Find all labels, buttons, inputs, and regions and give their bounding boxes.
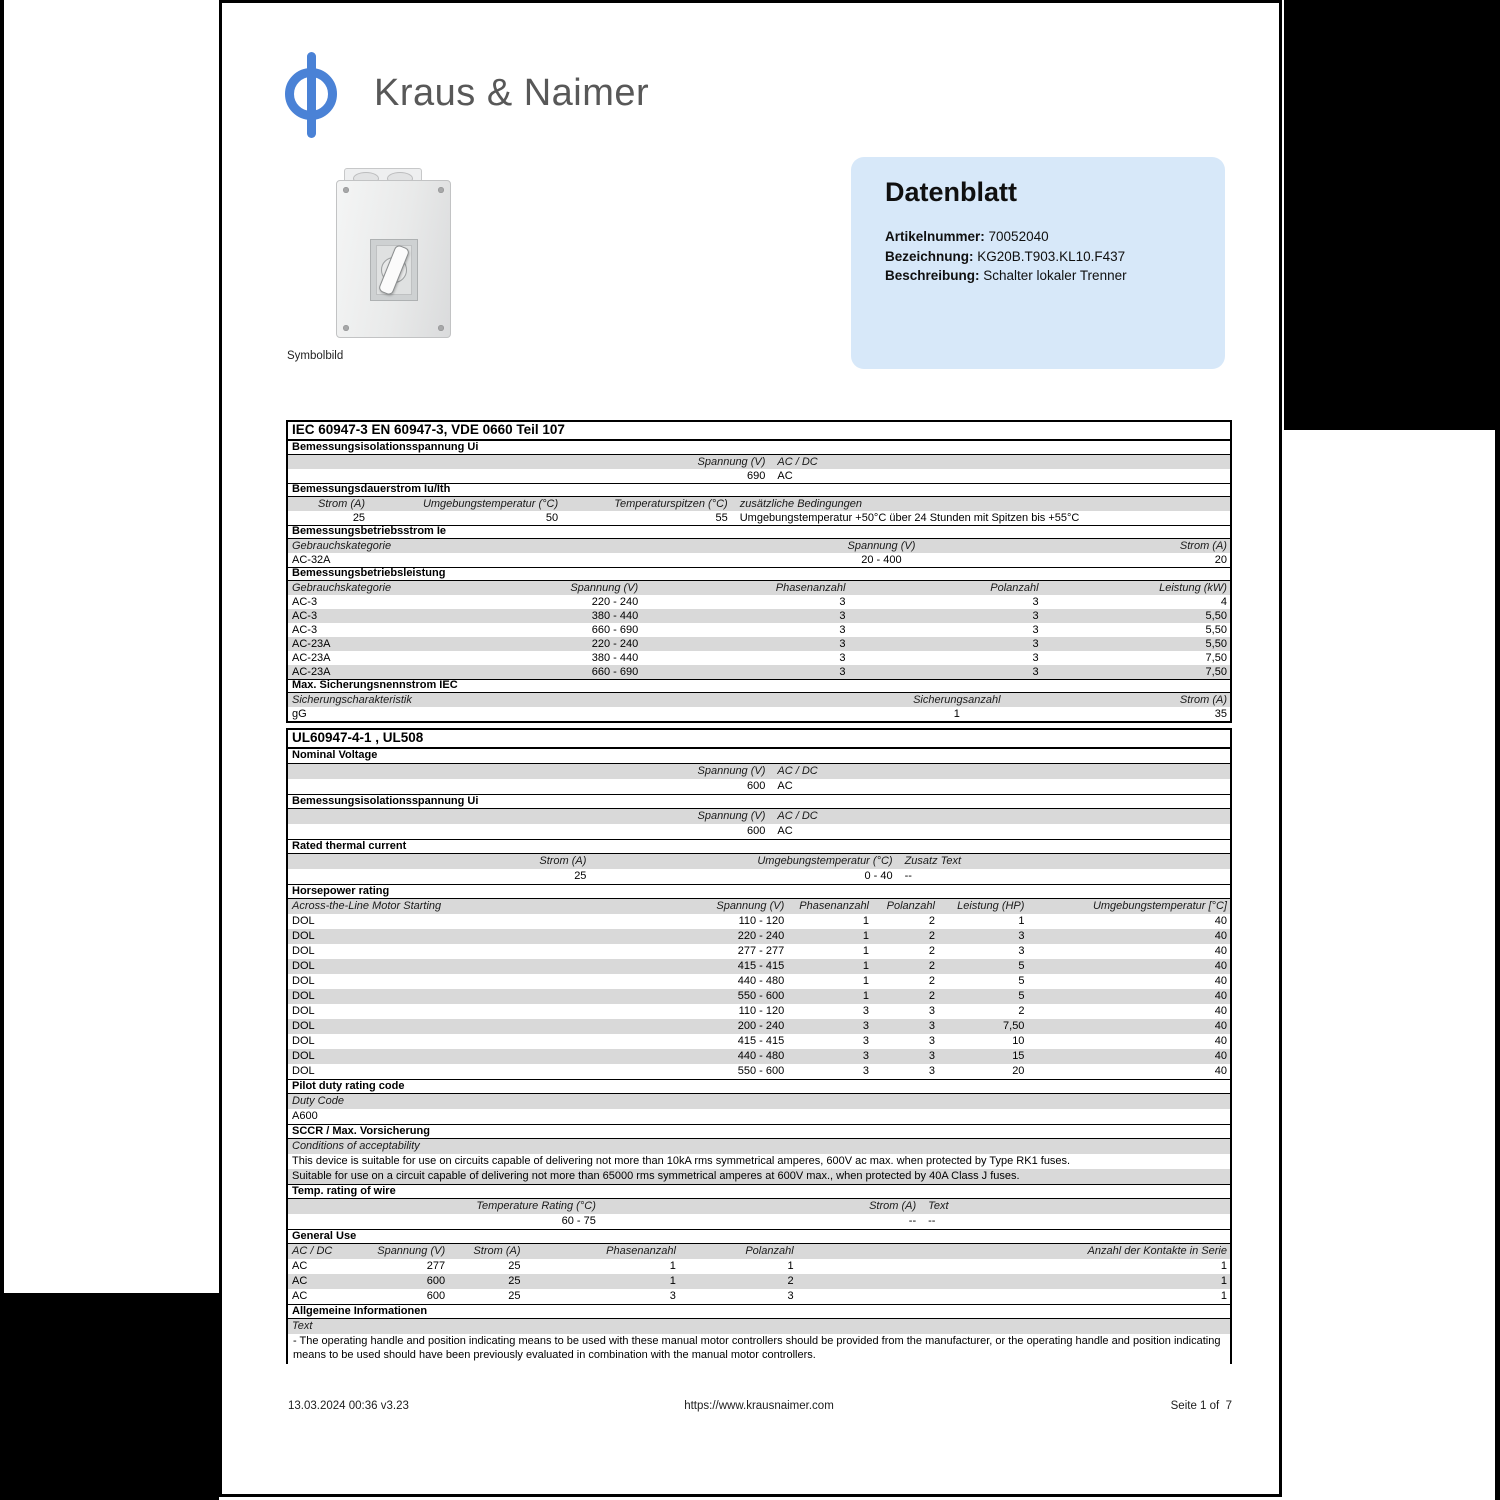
cell: 3 bbox=[862, 1005, 870, 1017]
table-row bbox=[288, 1019, 1230, 1034]
product-image-caption: Symbolbild bbox=[287, 350, 344, 362]
cell: 5 bbox=[1018, 975, 1025, 987]
cell: AC-3 bbox=[292, 610, 318, 622]
cell: 415 - 415 bbox=[737, 960, 785, 972]
cell: Sicherungscharakteristik bbox=[292, 694, 412, 706]
cell: 1 bbox=[953, 708, 960, 720]
cell: Spannung (V) bbox=[847, 540, 916, 552]
info-field: Artikelnummer: 70052040 bbox=[885, 229, 1049, 244]
group-header: SCCR / Max. Vorsicherung bbox=[288, 1124, 1230, 1139]
info-field: Beschreibung: Schalter lokaler Trenner bbox=[885, 268, 1127, 283]
cell: 3 bbox=[839, 596, 846, 608]
cell: Spannung (V) bbox=[716, 900, 785, 912]
cell: 4 bbox=[1220, 596, 1227, 608]
cell: Strom (A) bbox=[1179, 540, 1227, 552]
column-header-row bbox=[288, 854, 1230, 869]
cell: DOL bbox=[292, 915, 315, 927]
screw bbox=[343, 187, 349, 193]
cell: 3 bbox=[839, 624, 846, 636]
cell: AC-3 bbox=[292, 624, 318, 636]
cell: AC / DC bbox=[777, 456, 818, 468]
cell: Spannung (V) bbox=[570, 582, 639, 594]
cell: 3 bbox=[839, 638, 846, 650]
cell: 25 bbox=[352, 512, 366, 524]
column-header-row bbox=[288, 1139, 1230, 1154]
datasheet-page bbox=[219, 0, 1282, 1497]
cell: 380 - 440 bbox=[591, 610, 639, 622]
table-row bbox=[288, 595, 1230, 609]
cell: 7,50 bbox=[1003, 1020, 1025, 1032]
column-header-row bbox=[288, 539, 1230, 553]
cell: 10 bbox=[1012, 1035, 1025, 1047]
table-row bbox=[288, 1289, 1230, 1304]
cell: 15 bbox=[1012, 1050, 1025, 1062]
background-corner-bottom-left bbox=[0, 1293, 219, 1500]
table-row bbox=[288, 1274, 1230, 1289]
cell: 600 bbox=[747, 825, 766, 837]
cell: 440 - 480 bbox=[737, 975, 785, 987]
cell: 600 bbox=[747, 780, 766, 792]
cell: 3 bbox=[862, 1020, 870, 1032]
cell: 550 - 600 bbox=[737, 990, 785, 1002]
cell: 50 bbox=[545, 512, 559, 524]
spec-tables bbox=[286, 420, 1232, 1364]
cell: Temperature Rating (°C) bbox=[476, 1200, 596, 1212]
cell: 60 - 75 bbox=[561, 1215, 596, 1227]
table-row bbox=[288, 1064, 1230, 1079]
cell: Polanzahl bbox=[886, 900, 935, 912]
cell: AC-23A bbox=[292, 638, 331, 650]
table-row bbox=[288, 929, 1230, 944]
cell: AC bbox=[777, 470, 793, 482]
column-header-row bbox=[288, 899, 1230, 914]
cell: 660 - 690 bbox=[591, 666, 639, 678]
table-row bbox=[288, 1109, 1230, 1124]
cell: 3 bbox=[1032, 624, 1039, 636]
cell: 1 bbox=[1220, 1290, 1227, 1302]
section-title: UL60947-4-1 , UL508 bbox=[288, 730, 1230, 749]
group-header: Temp. rating of wire bbox=[288, 1184, 1230, 1199]
cell: 40 bbox=[1214, 1065, 1227, 1077]
cell: AC-23A bbox=[292, 666, 331, 678]
cell: 40 bbox=[1214, 1005, 1227, 1017]
cell: Spannung (V) bbox=[697, 810, 766, 822]
cell: Strom (A) bbox=[318, 498, 366, 510]
cell: AC-32A bbox=[292, 554, 331, 566]
cell: 40 bbox=[1214, 915, 1227, 927]
group-header: Rated thermal current bbox=[288, 839, 1230, 854]
cell: Spannung (V) bbox=[377, 1245, 446, 1257]
cell: 3 bbox=[1032, 610, 1039, 622]
cell: 3 bbox=[839, 666, 846, 678]
cell: 3 bbox=[1032, 596, 1039, 608]
cell: Leistung (HP) bbox=[957, 900, 1025, 912]
cell: 110 - 120 bbox=[738, 1005, 785, 1017]
cell: AC bbox=[777, 780, 793, 792]
cell: A600 bbox=[292, 1110, 318, 1122]
column-header-row bbox=[288, 1199, 1230, 1214]
cell: 3 bbox=[1032, 652, 1039, 664]
cell: DOL bbox=[292, 975, 315, 987]
column-header-row bbox=[288, 455, 1230, 469]
cell: 2 bbox=[928, 960, 935, 972]
phi-logo-icon bbox=[284, 52, 338, 138]
cell: -- bbox=[904, 870, 912, 882]
cell: 3 bbox=[787, 1290, 794, 1302]
cell: DOL bbox=[292, 930, 315, 942]
cell: 2 bbox=[928, 990, 935, 1002]
cell: 5,50 bbox=[1205, 624, 1227, 636]
brand-logo bbox=[284, 52, 650, 140]
cell: Phasenanzahl bbox=[799, 900, 870, 912]
table-row bbox=[288, 637, 1230, 651]
cell: 40 bbox=[1214, 1020, 1227, 1032]
cell: 3 bbox=[862, 1050, 870, 1062]
table-row bbox=[288, 869, 1230, 884]
cell: 3 bbox=[1032, 638, 1039, 650]
cell: AC-3 bbox=[292, 596, 318, 608]
cell: AC bbox=[777, 825, 793, 837]
cell: 1 bbox=[862, 975, 870, 987]
cell: Strom (A) bbox=[869, 1200, 917, 1212]
table-row bbox=[288, 469, 1230, 483]
cell: Leistung (kW) bbox=[1159, 582, 1227, 594]
enclosure-front-face bbox=[336, 180, 451, 338]
screw bbox=[343, 325, 349, 331]
cell: zusätzliche Bedingungen bbox=[739, 498, 863, 510]
cell: 2 bbox=[928, 930, 935, 942]
cell: 40 bbox=[1214, 1035, 1227, 1047]
column-header-row bbox=[288, 1094, 1230, 1109]
cell: 40 bbox=[1214, 960, 1227, 972]
column-header-row bbox=[288, 693, 1230, 707]
cell: 3 bbox=[862, 1065, 870, 1077]
table-row bbox=[288, 1049, 1230, 1064]
cell: DOL bbox=[292, 945, 315, 957]
cell: 55 bbox=[715, 512, 728, 524]
cell: 5,50 bbox=[1205, 638, 1227, 650]
cell: 25 bbox=[574, 870, 587, 882]
cell: 440 - 480 bbox=[737, 1050, 785, 1062]
cell: 1 bbox=[1018, 915, 1025, 927]
table-row bbox=[288, 623, 1230, 637]
cell: 35 bbox=[1214, 708, 1227, 720]
cell: AC bbox=[292, 1260, 308, 1272]
cell: 220 - 240 bbox=[737, 930, 785, 942]
group-header: Bemessungsisolationsspannung Ui bbox=[288, 794, 1230, 809]
cell: 7,50 bbox=[1205, 652, 1227, 664]
cell: Polanzahl bbox=[990, 582, 1039, 594]
cell: 20 bbox=[1012, 1065, 1025, 1077]
page-footer bbox=[286, 1400, 1232, 1416]
cell: 690 bbox=[747, 470, 766, 482]
cell: Gebrauchskategorie bbox=[292, 582, 392, 594]
table-row bbox=[288, 914, 1230, 929]
background-edge-left bbox=[0, 0, 4, 1500]
cell: 40 bbox=[1214, 1050, 1227, 1062]
info-fields bbox=[885, 227, 1127, 286]
cell: gG bbox=[292, 708, 307, 720]
table-row bbox=[288, 1154, 1230, 1169]
section-title: IEC 60947-3 EN 60947-3, VDE 0660 Teil 107 bbox=[288, 422, 1230, 441]
group-header: Max. Sicherungsnennstrom IEC bbox=[288, 679, 1230, 693]
info-field: Bezeichnung: KG20B.T903.KL10.F437 bbox=[885, 248, 1126, 264]
cell: 1 bbox=[1220, 1275, 1227, 1287]
table-row bbox=[288, 553, 1230, 567]
cell: 5 bbox=[1018, 960, 1025, 972]
table-row bbox=[288, 651, 1230, 665]
table-row bbox=[288, 707, 1230, 721]
cell: 2 bbox=[1018, 1005, 1025, 1017]
cell: 1 bbox=[862, 945, 870, 957]
group-header: Bemessungsbetriebsstrom Ie bbox=[288, 525, 1230, 539]
cell: -- bbox=[928, 1215, 936, 1227]
cell: AC / DC bbox=[292, 1245, 333, 1257]
cell: 5,50 bbox=[1205, 610, 1227, 622]
cell: Text bbox=[928, 1200, 949, 1212]
cell: 3 bbox=[928, 1020, 935, 1032]
section-ul bbox=[286, 728, 1232, 1364]
screw bbox=[438, 187, 444, 193]
cell: 200 - 240 bbox=[737, 1020, 785, 1032]
brand-name: Kraus & Naimer bbox=[374, 72, 650, 114]
group-header: Bemessungsdauerstrom Iu/Ith bbox=[288, 483, 1230, 497]
screw bbox=[438, 325, 444, 331]
group-header: Nominal Voltage bbox=[288, 749, 1230, 764]
group-header: General Use bbox=[288, 1229, 1230, 1244]
cell: Gebrauchskategorie bbox=[292, 540, 392, 552]
cell: 110 - 120 bbox=[738, 915, 785, 927]
cell: 3 bbox=[862, 1035, 870, 1047]
cell: AC bbox=[292, 1275, 308, 1287]
cell: Phasenanzahl bbox=[775, 582, 846, 594]
table-row bbox=[288, 1004, 1230, 1019]
cell: AC-23A bbox=[292, 652, 331, 664]
cell: 3 bbox=[669, 1290, 676, 1302]
cell: DOL bbox=[292, 990, 315, 1002]
cell: Umgebungstemperatur [°C] bbox=[1092, 900, 1227, 912]
column-header-row bbox=[288, 1319, 1230, 1334]
cell: 2 bbox=[928, 975, 935, 987]
cell: AC bbox=[292, 1290, 308, 1302]
cell: 25 bbox=[508, 1275, 521, 1287]
cell: Anzahl der Kontakte in Serie bbox=[1087, 1245, 1227, 1257]
cell: Zusatz Text bbox=[904, 855, 962, 867]
table-row bbox=[288, 944, 1230, 959]
cell: 3 bbox=[928, 1065, 935, 1077]
column-header-row bbox=[288, 497, 1230, 511]
cell: 40 bbox=[1214, 990, 1227, 1002]
cell: 1 bbox=[787, 1260, 794, 1272]
cell: 1 bbox=[862, 915, 870, 927]
cell: Polanzahl bbox=[745, 1245, 794, 1257]
table-row bbox=[288, 824, 1230, 839]
cell: DOL bbox=[292, 960, 315, 972]
section-iec bbox=[286, 420, 1232, 723]
cell: 220 - 240 bbox=[591, 638, 639, 650]
column-header-row bbox=[288, 809, 1230, 824]
cell: 25 bbox=[508, 1260, 521, 1272]
info-panel bbox=[851, 157, 1225, 369]
cell: 220 - 240 bbox=[591, 596, 639, 608]
table-row bbox=[288, 609, 1230, 623]
cell: 1 bbox=[862, 930, 870, 942]
cell: 1 bbox=[862, 960, 870, 972]
cell: Spannung (V) bbox=[697, 765, 766, 777]
cell: 3 bbox=[1018, 945, 1025, 957]
cell: 550 - 600 bbox=[737, 1065, 785, 1077]
cell: 40 bbox=[1214, 930, 1227, 942]
cell: 3 bbox=[839, 610, 846, 622]
cell: DOL bbox=[292, 1065, 315, 1077]
group-header: Horsepower rating bbox=[288, 884, 1230, 899]
cell: 3 bbox=[928, 1035, 935, 1047]
cell: Suitable for use on a circuit capable of delivering not more than 65000 rms symmetrical amperes at 600V max., when protected by 40A Class J fuses. bbox=[292, 1170, 1020, 1182]
product-image bbox=[330, 166, 457, 340]
table-row bbox=[288, 974, 1230, 989]
cell: Umgebungstemperatur (°C) bbox=[757, 855, 893, 867]
table-row bbox=[288, 1259, 1230, 1274]
cell: 2 bbox=[928, 915, 935, 927]
cell: Phasenanzahl bbox=[606, 1245, 676, 1257]
table-row bbox=[288, 1034, 1230, 1049]
group-header: Allgemeine Informationen bbox=[288, 1304, 1230, 1319]
column-header-row bbox=[288, 764, 1230, 779]
footer-timestamp: 13.03.2024 00:36 v3.23 bbox=[288, 1400, 409, 1412]
cell: Strom (A) bbox=[473, 1245, 521, 1257]
group-header: Pilot duty rating code bbox=[288, 1079, 1230, 1094]
cell: -- bbox=[908, 1215, 917, 1227]
cell: 2 bbox=[787, 1275, 794, 1287]
cell: 40 bbox=[1214, 945, 1227, 957]
cell: Umgebungstemperatur (°C) bbox=[422, 498, 559, 510]
cell: 0 - 40 bbox=[864, 870, 893, 882]
cell: 660 - 690 bbox=[591, 624, 639, 636]
cell: 40 bbox=[1214, 975, 1227, 987]
cell: 1 bbox=[1220, 1260, 1227, 1272]
cell: Umgebungstemperatur +50°C über 24 Stunden mit Spitzen bis +55°C bbox=[739, 512, 1080, 524]
table-row bbox=[288, 665, 1230, 679]
document-title: Datenblatt bbox=[885, 177, 1018, 207]
cell: 20 - 400 bbox=[861, 554, 902, 566]
cell: Text bbox=[292, 1320, 313, 1332]
cell: Conditions of acceptability bbox=[292, 1140, 420, 1152]
cell: 20 bbox=[1214, 554, 1227, 566]
cell: 3 bbox=[839, 652, 846, 664]
cell: 3 bbox=[928, 1005, 935, 1017]
cell: Spannung (V) bbox=[697, 456, 766, 468]
table-row bbox=[288, 989, 1230, 1004]
table-row bbox=[288, 1214, 1230, 1229]
cell: AC / DC bbox=[777, 810, 818, 822]
cell: 7,50 bbox=[1205, 666, 1227, 678]
cell: 277 bbox=[426, 1260, 446, 1272]
cell: 2 bbox=[928, 945, 935, 957]
cell: 600 bbox=[426, 1290, 446, 1302]
cell: 3 bbox=[928, 1050, 935, 1062]
switch-plate bbox=[370, 239, 418, 301]
table-row bbox=[288, 779, 1230, 794]
table-row bbox=[288, 1169, 1230, 1184]
cell: 1 bbox=[669, 1260, 676, 1272]
cell: DOL bbox=[292, 1035, 315, 1047]
cell: Duty Code bbox=[292, 1095, 344, 1107]
cell: 3 bbox=[1032, 666, 1039, 678]
footer-url: https://www.krausnaimer.com bbox=[684, 1400, 834, 1412]
group-header: Bemessungsisolationsspannung Ui bbox=[288, 441, 1230, 455]
background-corner-top-right bbox=[1284, 0, 1500, 430]
cell: Strom (A) bbox=[539, 855, 587, 867]
footer-page-number: Seite 1 of 7 bbox=[1170, 1400, 1232, 1412]
cell: Strom (A) bbox=[1179, 694, 1227, 706]
cell: Across-the-Line Motor Starting bbox=[292, 900, 442, 912]
cell: 1 bbox=[669, 1275, 676, 1287]
cell: 3 bbox=[1018, 930, 1025, 942]
cell: Temperaturspitzen (°C) bbox=[614, 498, 728, 510]
column-header-row bbox=[288, 1244, 1230, 1259]
cell: 600 bbox=[426, 1275, 446, 1287]
cell: AC / DC bbox=[777, 765, 818, 777]
cell: 1 bbox=[862, 990, 870, 1002]
cell: 380 - 440 bbox=[591, 652, 639, 664]
cell: Sicherungsanzahl bbox=[913, 694, 1001, 706]
cell: DOL bbox=[292, 1005, 315, 1017]
cell: 25 bbox=[508, 1290, 521, 1302]
cell: 415 - 415 bbox=[737, 1035, 785, 1047]
table-row: - The operating handle and position indicating means to be used with these manual motor controllers should be provided from the manufacturer, or the operating handle and position indicating means to be used should have been previously evaluated in combination with the manual motor controllers. bbox=[293, 1335, 1221, 1361]
table-row bbox=[288, 959, 1230, 974]
cell: 277 - 277 bbox=[737, 945, 785, 957]
cell: 5 bbox=[1018, 990, 1025, 1002]
column-header-row bbox=[288, 581, 1230, 595]
group-header: Bemessungsbetriebsleistung bbox=[288, 567, 1230, 581]
cell: DOL bbox=[292, 1050, 315, 1062]
table-row bbox=[288, 511, 1230, 525]
cell: DOL bbox=[292, 1020, 315, 1032]
cell: This device is suitable for use on circuits capable of delivering not more than 10kA rms symmetrical amperes, 600V ac max. when protected by Type RK1 fuses. bbox=[292, 1155, 1071, 1167]
